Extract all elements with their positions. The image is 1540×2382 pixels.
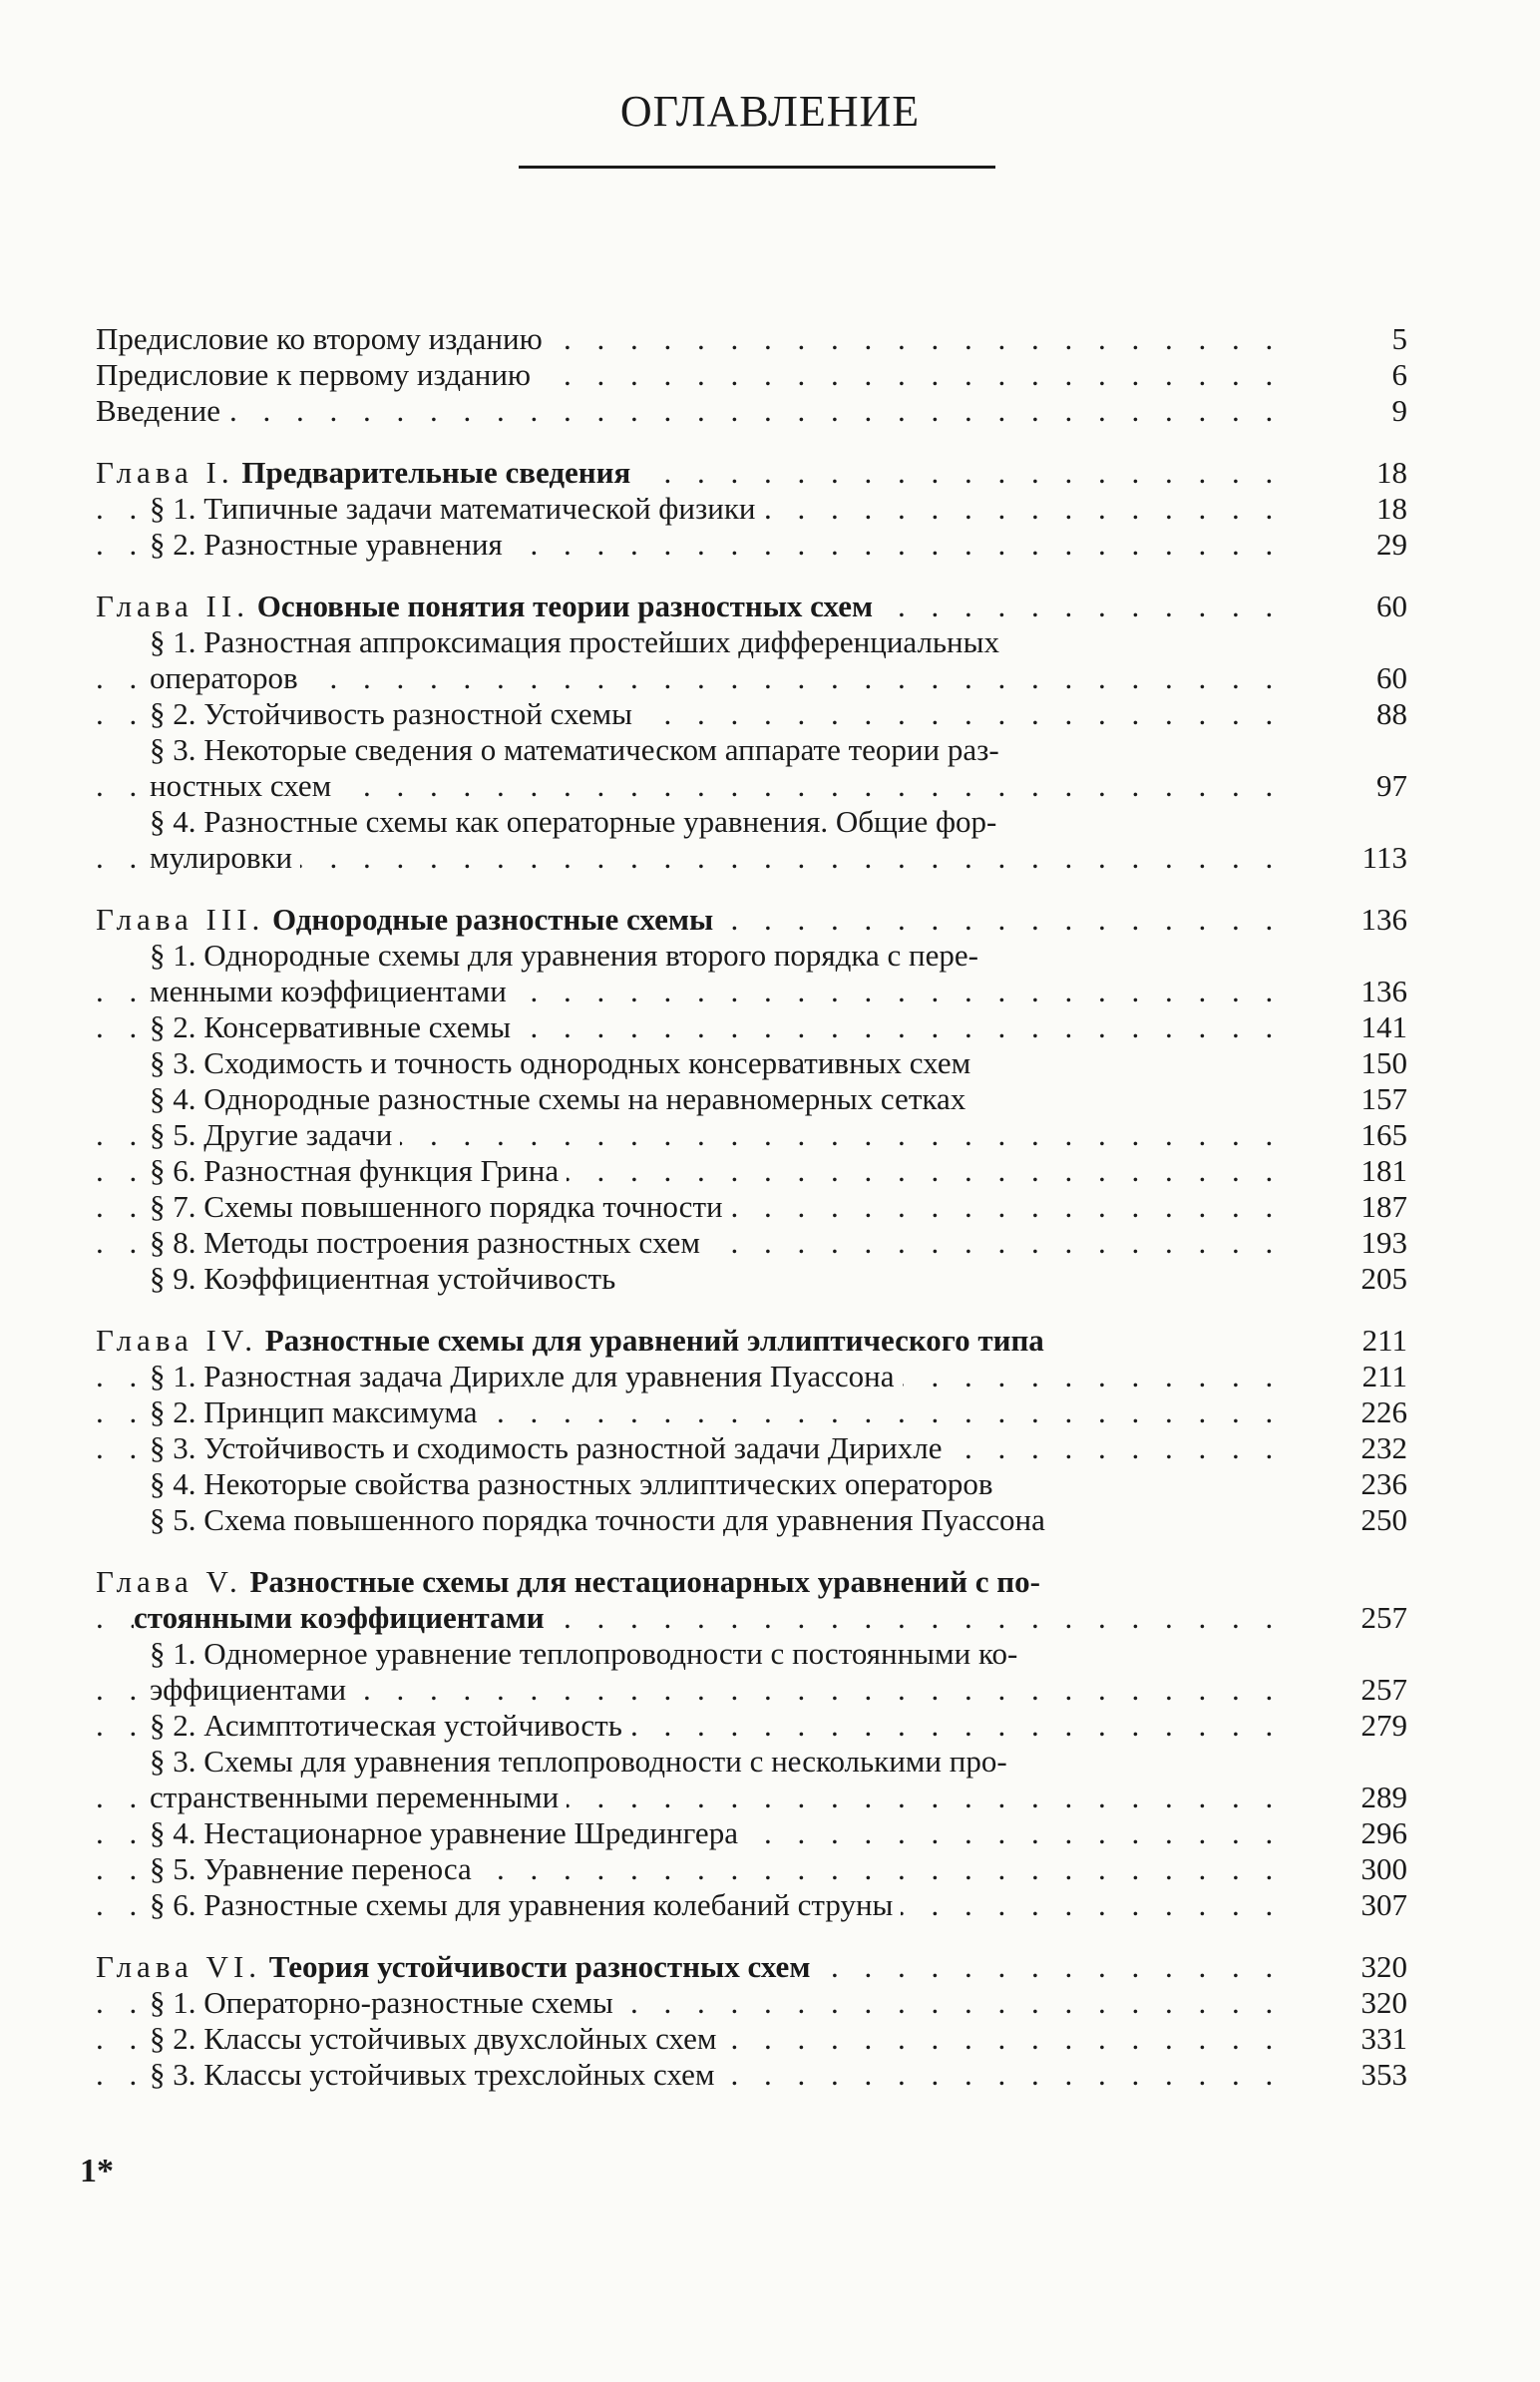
- section-sign: §: [150, 1359, 174, 1393]
- chapter-label: Глава VI.: [96, 1949, 262, 1984]
- toc-section-continuation[interactable]: [96, 1780, 1407, 1815]
- toc-page-number: 320: [1316, 1985, 1407, 2021]
- toc-chapter-5[interactable]: [96, 1564, 1407, 1600]
- toc-page-number: 6: [1316, 357, 1407, 393]
- section-sign: §: [150, 1189, 174, 1224]
- section-number: 2.: [173, 696, 196, 731]
- section-title: Одномерное уравнение теплопроводности с постоянными ко-: [203, 1636, 1018, 1671]
- section-number: 2.: [173, 1394, 196, 1429]
- section-sign: §: [150, 696, 174, 731]
- section-sign: §: [150, 624, 174, 659]
- title-rule: [519, 166, 995, 169]
- toc-section[interactable]: [96, 804, 1407, 840]
- section-title: Разностные схемы для уравнения колебаний струны: [203, 1887, 894, 1922]
- section-number: 3.: [173, 2057, 196, 2092]
- section-title: Операторно-разностные схемы: [203, 1985, 613, 2020]
- toc-page-number: 232: [1316, 1430, 1407, 1466]
- toc-section[interactable]: [96, 1887, 1407, 1923]
- chapter-label: Глава III.: [96, 902, 265, 937]
- section-number: 2.: [173, 1009, 196, 1044]
- section-sign: §: [150, 1430, 174, 1465]
- section-title-cont: менными коэффициентами: [150, 974, 515, 1008]
- toc-section-continuation[interactable]: [96, 660, 1407, 696]
- toc-page-number: 211: [1316, 1359, 1407, 1394]
- section-number: 2.: [173, 1708, 196, 1743]
- section-title: Некоторые свойства разностных эллиптических операторов: [203, 1466, 993, 1501]
- section-number: 5.: [173, 1117, 196, 1152]
- section-sign: §: [150, 1081, 174, 1116]
- toc-page-number: 18: [1316, 455, 1407, 491]
- section-sign: §: [150, 938, 174, 973]
- toc-section-continuation[interactable]: [96, 840, 1407, 876]
- section-number: 2.: [173, 527, 196, 562]
- toc-front-item[interactable]: [96, 321, 1407, 357]
- section-sign: §: [150, 1153, 174, 1188]
- section-sign: §: [150, 1394, 174, 1429]
- toc-chapter-2[interactable]: [96, 589, 1407, 624]
- toc-page-number: 141: [1316, 1009, 1407, 1045]
- section-title: Классы устойчивых трехслойных схем: [203, 2057, 715, 2092]
- chapter-label: Глава IV.: [96, 1323, 258, 1358]
- toc-page-number: 193: [1316, 1225, 1407, 1261]
- section-title: Классы устойчивых двухслойных схем: [203, 2021, 717, 2056]
- toc-chapter-continuation[interactable]: [96, 1600, 1407, 1636]
- chapter-title: Основные понятия теории разностных схем: [256, 589, 874, 623]
- section-number: 3.: [173, 732, 196, 767]
- signature-mark: 1*: [80, 2153, 114, 2189]
- section-title: Консервативные схемы: [203, 1009, 512, 1044]
- section-sign: §: [150, 1887, 174, 1922]
- toc-section[interactable]: [96, 1466, 1407, 1502]
- toc-section-continuation[interactable]: [96, 768, 1407, 804]
- toc-page-number: 157: [1316, 1081, 1407, 1117]
- chapter-title: Разностные схемы для уравнений эллиптического типа: [264, 1323, 1044, 1358]
- section-sign: §: [150, 1261, 174, 1296]
- toc-front-text: Предисловие ко второму изданию: [96, 321, 551, 356]
- toc-section[interactable]: [96, 1153, 1407, 1189]
- section-title: Схема повышенного порядка точности для уравнения Пуассона: [203, 1502, 1045, 1537]
- section-title-cont: мулировки: [150, 840, 300, 875]
- section-number: 4.: [173, 1081, 196, 1116]
- toc-page-number: 18: [1316, 491, 1407, 527]
- section-title: Разностная функция Грина: [203, 1153, 560, 1188]
- section-number: 1.: [173, 1359, 196, 1393]
- toc-page-number: 205: [1316, 1261, 1407, 1297]
- toc-page-number: 331: [1316, 2021, 1407, 2057]
- toc-page-number: 236: [1316, 1466, 1407, 1502]
- toc-section[interactable]: [96, 1744, 1407, 1780]
- toc-section[interactable]: [96, 1430, 1407, 1466]
- toc-section[interactable]: [96, 1117, 1407, 1153]
- toc-section[interactable]: [96, 1815, 1407, 1851]
- toc-section-continuation[interactable]: [96, 1672, 1407, 1708]
- section-title: Методы построения разностных схем: [203, 1225, 700, 1260]
- chapter-label: Глава I.: [96, 455, 234, 490]
- chapter-title: Разностные схемы для нестационарных уравнений с по-: [249, 1564, 1040, 1599]
- section-title: Схемы для уравнения теплопроводности с несколькими про-: [203, 1744, 1007, 1779]
- toc-section[interactable]: [96, 1359, 1407, 1394]
- toc-page-number: 88: [1316, 696, 1407, 732]
- toc-section[interactable]: [96, 2021, 1407, 2057]
- toc-section[interactable]: [96, 696, 1407, 732]
- toc-page-number: 97: [1316, 768, 1407, 804]
- toc-page-number: 60: [1316, 660, 1407, 696]
- toc-section[interactable]: [96, 1225, 1407, 1261]
- toc-page-number: 187: [1316, 1189, 1407, 1225]
- section-number: 5.: [173, 1502, 196, 1537]
- toc-chapter-6[interactable]: [96, 1949, 1407, 1985]
- section-number: 4.: [173, 804, 196, 839]
- toc-section[interactable]: [96, 1081, 1407, 1117]
- toc-section[interactable]: [96, 1189, 1407, 1225]
- section-title: Схемы повышенного порядка точности: [203, 1189, 723, 1224]
- toc-page-number: 226: [1316, 1394, 1407, 1430]
- toc-page-number: 113: [1316, 840, 1407, 876]
- section-sign: §: [150, 491, 174, 526]
- toc-section[interactable]: [96, 527, 1407, 563]
- section-number: 1.: [173, 1636, 196, 1671]
- section-number: 6.: [173, 1153, 196, 1188]
- toc-page-number: 136: [1316, 974, 1407, 1009]
- toc-front-item[interactable]: [96, 357, 1407, 393]
- section-number: 1.: [173, 938, 196, 973]
- toc-section[interactable]: [96, 938, 1407, 974]
- section-number: 4.: [173, 1815, 196, 1850]
- toc-page-number: 250: [1316, 1502, 1407, 1538]
- toc-page-number: 181: [1316, 1153, 1407, 1189]
- section-number: 1.: [173, 491, 196, 526]
- toc-page-number: 257: [1316, 1672, 1407, 1708]
- chapter-label: Глава V.: [96, 1564, 242, 1599]
- chapter-title-cont: стоянными коэффициентами: [134, 1600, 553, 1635]
- section-title: Разностная задача Дирихле для уравнения Пуассона: [203, 1359, 895, 1393]
- toc-section[interactable]: [96, 1045, 1407, 1081]
- toc-section[interactable]: [96, 1708, 1407, 1744]
- section-title: Принцип максимума: [203, 1394, 478, 1429]
- toc-page-number: 5: [1316, 321, 1407, 357]
- section-title: Некоторые сведения о математическом аппарате теории раз-: [203, 732, 999, 767]
- toc-page-number: 150: [1316, 1045, 1407, 1081]
- section-title: Разностные схемы как операторные уравнения. Общие фор-: [203, 804, 997, 839]
- section-sign: §: [150, 2057, 174, 2092]
- section-sign: §: [150, 1744, 174, 1779]
- section-sign: §: [150, 1225, 174, 1260]
- section-number: 2.: [173, 2021, 196, 2056]
- section-number: 4.: [173, 1466, 196, 1501]
- page-title: ОГЛАВЛЕНИЕ: [619, 87, 921, 136]
- section-sign: §: [150, 1708, 174, 1743]
- section-title: Коэффициентная устойчивость: [203, 1261, 616, 1296]
- section-sign: §: [150, 1117, 174, 1152]
- section-title: Нестационарное уравнение Шредингера: [203, 1815, 738, 1850]
- toc-section[interactable]: [96, 1502, 1407, 1538]
- toc-page-number: 165: [1316, 1117, 1407, 1153]
- toc-page-number: 257: [1316, 1600, 1407, 1636]
- section-sign: §: [150, 1636, 174, 1671]
- table-of-contents: [96, 321, 1407, 2093]
- section-sign: §: [150, 1009, 174, 1044]
- toc-section-continuation[interactable]: [96, 974, 1407, 1009]
- toc-section[interactable]: [96, 491, 1407, 527]
- toc-page-number: 211: [1316, 1323, 1407, 1359]
- toc-section[interactable]: [96, 1636, 1407, 1672]
- section-title: Сходимость и точность однородных консервативных схем: [203, 1045, 971, 1080]
- section-sign: §: [150, 1045, 174, 1080]
- toc-front-item[interactable]: [96, 393, 1407, 429]
- section-number: 5.: [173, 1851, 196, 1886]
- toc-section[interactable]: [96, 624, 1407, 660]
- section-title: Устойчивость и сходимость разностной задачи Дирихле: [203, 1430, 943, 1465]
- section-title: Асимптотическая устойчивость: [203, 1708, 622, 1743]
- toc-page-number: 29: [1316, 527, 1407, 563]
- section-number: 3.: [173, 1045, 196, 1080]
- section-number: 7.: [173, 1189, 196, 1224]
- toc-chapter-4[interactable]: [96, 1323, 1407, 1359]
- section-title: Устойчивость разностной схемы: [203, 696, 632, 731]
- toc-page-number: 60: [1316, 589, 1407, 624]
- section-sign: §: [150, 1502, 174, 1537]
- section-title: Типичные задачи математической физики: [203, 491, 756, 526]
- section-sign: §: [150, 1815, 174, 1850]
- toc-section[interactable]: [96, 1009, 1407, 1045]
- toc-page-number: 9: [1316, 393, 1407, 429]
- chapter-title: Предварительные сведения: [241, 455, 631, 490]
- section-title-cont: эффициентами: [150, 1672, 354, 1707]
- section-number: 1.: [173, 1985, 196, 2020]
- toc-section[interactable]: [96, 732, 1407, 768]
- section-number: 8.: [173, 1225, 196, 1260]
- toc-section[interactable]: [96, 1261, 1407, 1297]
- section-sign: §: [150, 1851, 174, 1886]
- section-sign: §: [150, 527, 174, 562]
- toc-page-number: 296: [1316, 1815, 1407, 1851]
- section-number: 9.: [173, 1261, 196, 1296]
- section-title: Уравнение переноса: [203, 1851, 472, 1886]
- toc-front-text: Введение: [96, 393, 228, 428]
- toc-page-number: 320: [1316, 1949, 1407, 1985]
- section-title-cont: ностных схем: [150, 768, 339, 803]
- toc-page-number: 353: [1316, 2057, 1407, 2093]
- section-number: 3.: [173, 1744, 196, 1779]
- section-title: Однородные разностные схемы на неравномерных сетках: [203, 1081, 966, 1116]
- toc-chapter-1[interactable]: [96, 455, 1407, 491]
- section-sign: §: [150, 1985, 174, 2020]
- toc-section[interactable]: [96, 1851, 1407, 1887]
- toc-page-number: 300: [1316, 1851, 1407, 1887]
- toc-section[interactable]: [96, 2057, 1407, 2093]
- toc-section[interactable]: [96, 1985, 1407, 2021]
- section-title: Разностная аппроксимация простейших дифференциальных: [203, 624, 999, 659]
- chapter-label: Глава II.: [96, 589, 249, 623]
- section-title: Однородные схемы для уравнения второго порядка с пере-: [203, 938, 978, 973]
- toc-front-text: Предисловие к первому изданию: [96, 357, 539, 392]
- section-sign: §: [150, 1466, 174, 1501]
- section-sign: §: [150, 804, 174, 839]
- section-title-cont: операторов: [150, 660, 306, 695]
- section-sign: §: [150, 732, 174, 767]
- section-title: Другие задачи: [203, 1117, 393, 1152]
- section-number: 6.: [173, 1887, 196, 1922]
- section-number: 1.: [173, 624, 196, 659]
- section-title-cont: странственными переменными: [150, 1780, 567, 1814]
- section-number: 3.: [173, 1430, 196, 1465]
- toc-page-number: 289: [1316, 1780, 1407, 1815]
- chapter-title: Теория устойчивости разностных схем: [268, 1949, 811, 1984]
- section-sign: §: [150, 2021, 174, 2056]
- toc-chapter-3[interactable]: [96, 902, 1407, 938]
- toc-section[interactable]: [96, 1394, 1407, 1430]
- toc-page-number: 307: [1316, 1887, 1407, 1923]
- section-title: Разностные уравнения: [203, 527, 503, 562]
- toc-page-number: 279: [1316, 1708, 1407, 1744]
- chapter-title: Однородные разностные схемы: [272, 902, 714, 937]
- toc-page-number: 136: [1316, 902, 1407, 938]
